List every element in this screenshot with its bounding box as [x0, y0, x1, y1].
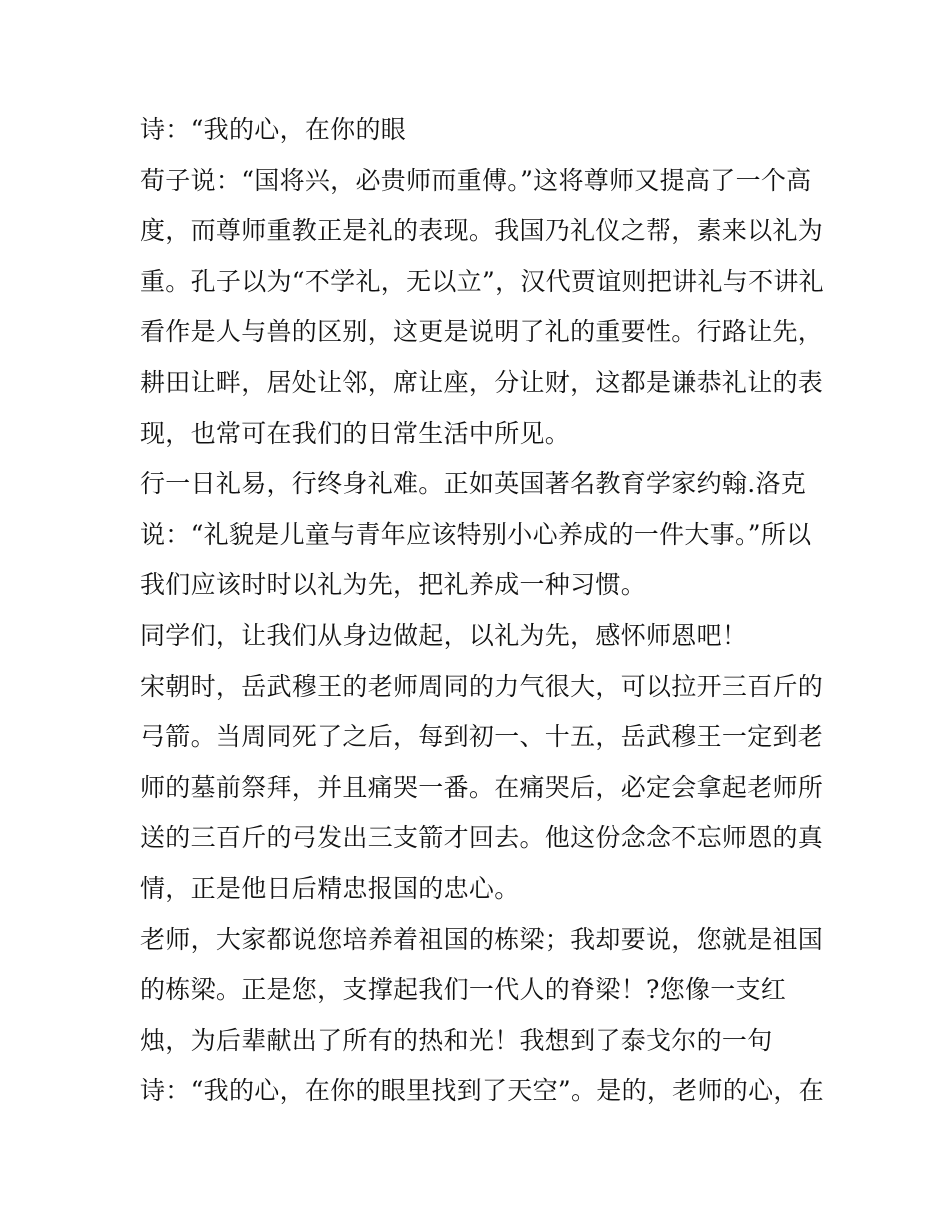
- text-line: 诗：“我的心，在你的眼里找到了天空”。是的，老师的心，在: [140, 1076, 824, 1106]
- text-line: 同学们，让我们从身边做起，以礼为先，感怀师恩吧！: [140, 620, 748, 650]
- text-line: 的栋梁。正是您，支撑起我们一代人的脊梁！?您像一支红: [140, 975, 787, 1005]
- text-line: 烛，为后辈献出了所有的热和光！我想到了泰戈尔的一句: [140, 1025, 773, 1055]
- text-line: 情，正是他日后精忠报国的忠心。: [140, 873, 520, 903]
- text-line: 现，也常可在我们的日常生活中所见。: [140, 418, 571, 448]
- text-line: 看作是人与兽的区别，这更是说明了礼的重要性。行路让先，: [140, 317, 824, 347]
- text-line: 重。孔子以为“不学礼，无以立”，汉代贾谊则把讲礼与不讲礼: [140, 266, 824, 296]
- text-line: 度，而尊师重教正是礼的表现。我国乃礼仪之帮，素来以礼为: [140, 216, 824, 246]
- text-line: 宋朝时，岳武穆王的老师周同的力气很大，可以拉开三百斤的: [140, 671, 824, 701]
- text-line: 荀子说：“国将兴，必贵师而重傅。”这将尊师又提高了一个高: [140, 165, 812, 195]
- text-line: 行一日礼易，行终身礼难。正如英国著名教育学家约翰.洛克: [140, 469, 807, 499]
- text-line: 弓箭。当周同死了之后，每到初一、十五，岳武穆王一定到老: [140, 722, 824, 752]
- text-line: 诗：“我的心，在你的眼: [140, 115, 407, 144]
- text-line: 耕田让畔，居处让邻，席让座，分让财，这都是谦恭礼让的表: [140, 367, 824, 397]
- text-line: 说：“礼貌是儿童与青年应该特别小心养成的一件大事。”所以: [140, 519, 812, 549]
- text-line: 师的墓前祭拜，并且痛哭一番。在痛哭后，必定会拿起老师所: [140, 772, 824, 802]
- text-line: 老师，大家都说您培养着祖国的栋梁；我却要说，您就是祖国: [140, 924, 824, 954]
- text-line: 我们应该时时以礼为先，把礼养成一种习惯。: [140, 570, 647, 600]
- text-line: 送的三百斤的弓发出三支箭才回去。他这份念念不忘师恩的真: [140, 823, 824, 853]
- text-body: [140, 105, 830, 1117]
